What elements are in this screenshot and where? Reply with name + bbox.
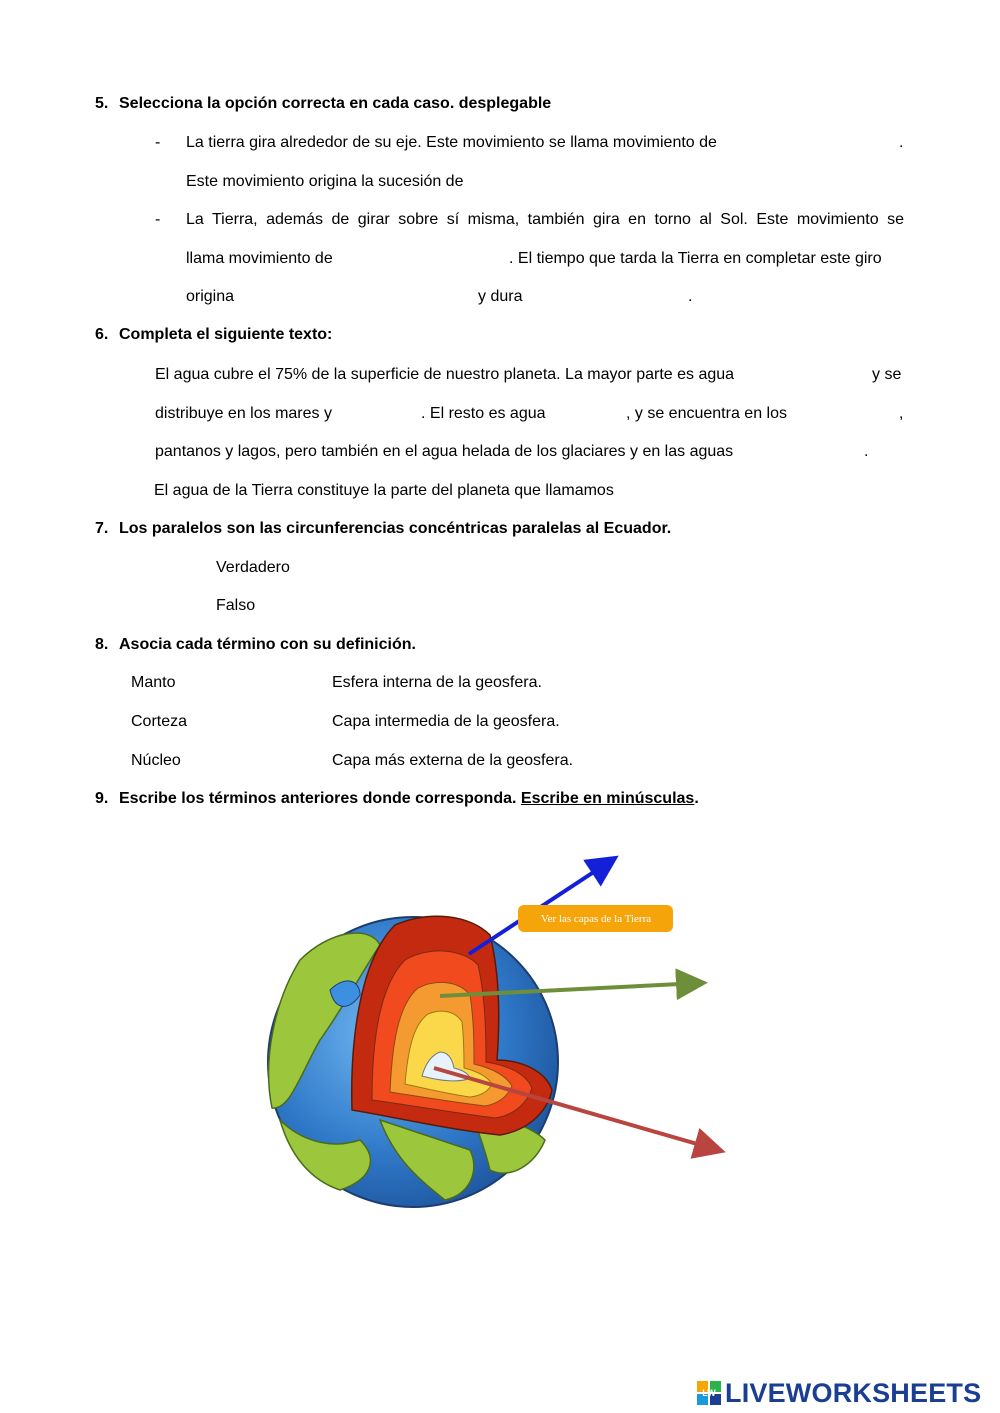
q9-title-text: Escribe los términos anteriores donde corresponda. bbox=[119, 790, 517, 807]
q5-line-1-text: La tierra gira alrededor de su eje. Este movimiento se llama movimiento de bbox=[186, 134, 717, 151]
definition-inner[interactable]: Esfera interna de la geosfera. bbox=[332, 674, 542, 691]
q6-line-2-comma: , bbox=[899, 405, 904, 422]
question-7-number: 7. bbox=[95, 520, 109, 537]
layers-button-label[interactable]: Ver las capas de la Tierra bbox=[540, 913, 652, 925]
definition-middle[interactable]: Capa intermedia de la geosfera. bbox=[332, 713, 560, 730]
q6-line-2: distribuye en los mares y bbox=[155, 405, 332, 422]
q6-line-2-rest: . El resto es agua bbox=[421, 405, 546, 422]
q6-line-3-period: . bbox=[864, 443, 869, 460]
question-8-number: 8. bbox=[95, 636, 109, 653]
q6-line-3: pantanos y lagos, pero también en el agua helada de los glaciares y en las aguas bbox=[155, 443, 734, 460]
term-manto[interactable]: Manto bbox=[131, 674, 176, 691]
term-nucleo[interactable]: Núcleo bbox=[131, 752, 181, 769]
question-6-title: Completa el siguiente texto: bbox=[119, 326, 333, 343]
logo-text: LIVEWORKSHEETS bbox=[725, 1377, 982, 1408]
q5-line-5-dura: y dura bbox=[478, 288, 523, 305]
bullet-dash: - bbox=[155, 211, 161, 228]
q5-line-5-period: . bbox=[688, 288, 693, 305]
q9-emphasis: Escribe en minúsculas bbox=[520, 790, 695, 807]
question-5-number: 5. bbox=[95, 95, 109, 112]
definition-outer[interactable]: Capa más externa de la geosfera. bbox=[332, 752, 574, 769]
q5-line-5: origina bbox=[186, 288, 235, 305]
term-corteza[interactable]: Corteza bbox=[131, 713, 188, 730]
logo-badge: LW bbox=[697, 1381, 721, 1405]
q6-line-1-tail: y se bbox=[872, 366, 902, 383]
globe bbox=[268, 916, 558, 1207]
question-9-number: 9. bbox=[95, 790, 109, 807]
option-falso[interactable]: Falso bbox=[216, 597, 256, 614]
q6-line-2-found: , y se encuentra en los bbox=[626, 405, 787, 422]
question-6-number: 6. bbox=[95, 326, 109, 343]
question-7-title: Los paralelos son las circunferencias concéntricas paralelas al Ecuador. bbox=[119, 520, 672, 537]
q9-period: . bbox=[694, 790, 699, 807]
q5-line-1-period: . bbox=[899, 134, 904, 151]
q6-line-4: El agua de la Tierra constituye la parte del planeta que llamamos bbox=[154, 482, 614, 499]
q5-line-4: llama movimiento de bbox=[186, 250, 333, 267]
q5-line-4-tail: . El tiempo que tarda la Tierra en completar este giro bbox=[509, 250, 882, 267]
question-8-title: Asocia cada término con su definición. bbox=[119, 636, 416, 653]
q6-line-1: El agua cubre el 75% de la superficie de nuestro planeta. La mayor parte es agua bbox=[155, 366, 735, 383]
bullet-dash: - bbox=[155, 134, 161, 151]
question-5-title: Selecciona la opción correcta en cada caso. desplegable bbox=[119, 95, 552, 112]
option-verdadero[interactable]: Verdadero bbox=[216, 559, 290, 576]
q5-line-2: Este movimiento origina la sucesión de bbox=[186, 173, 464, 190]
liveworksheets-logo bbox=[697, 1377, 981, 1409]
q5-line-3: La Tierra, además de girar sobre sí misma, también gira en torno al Sol. Este movimiento se bbox=[186, 211, 904, 228]
